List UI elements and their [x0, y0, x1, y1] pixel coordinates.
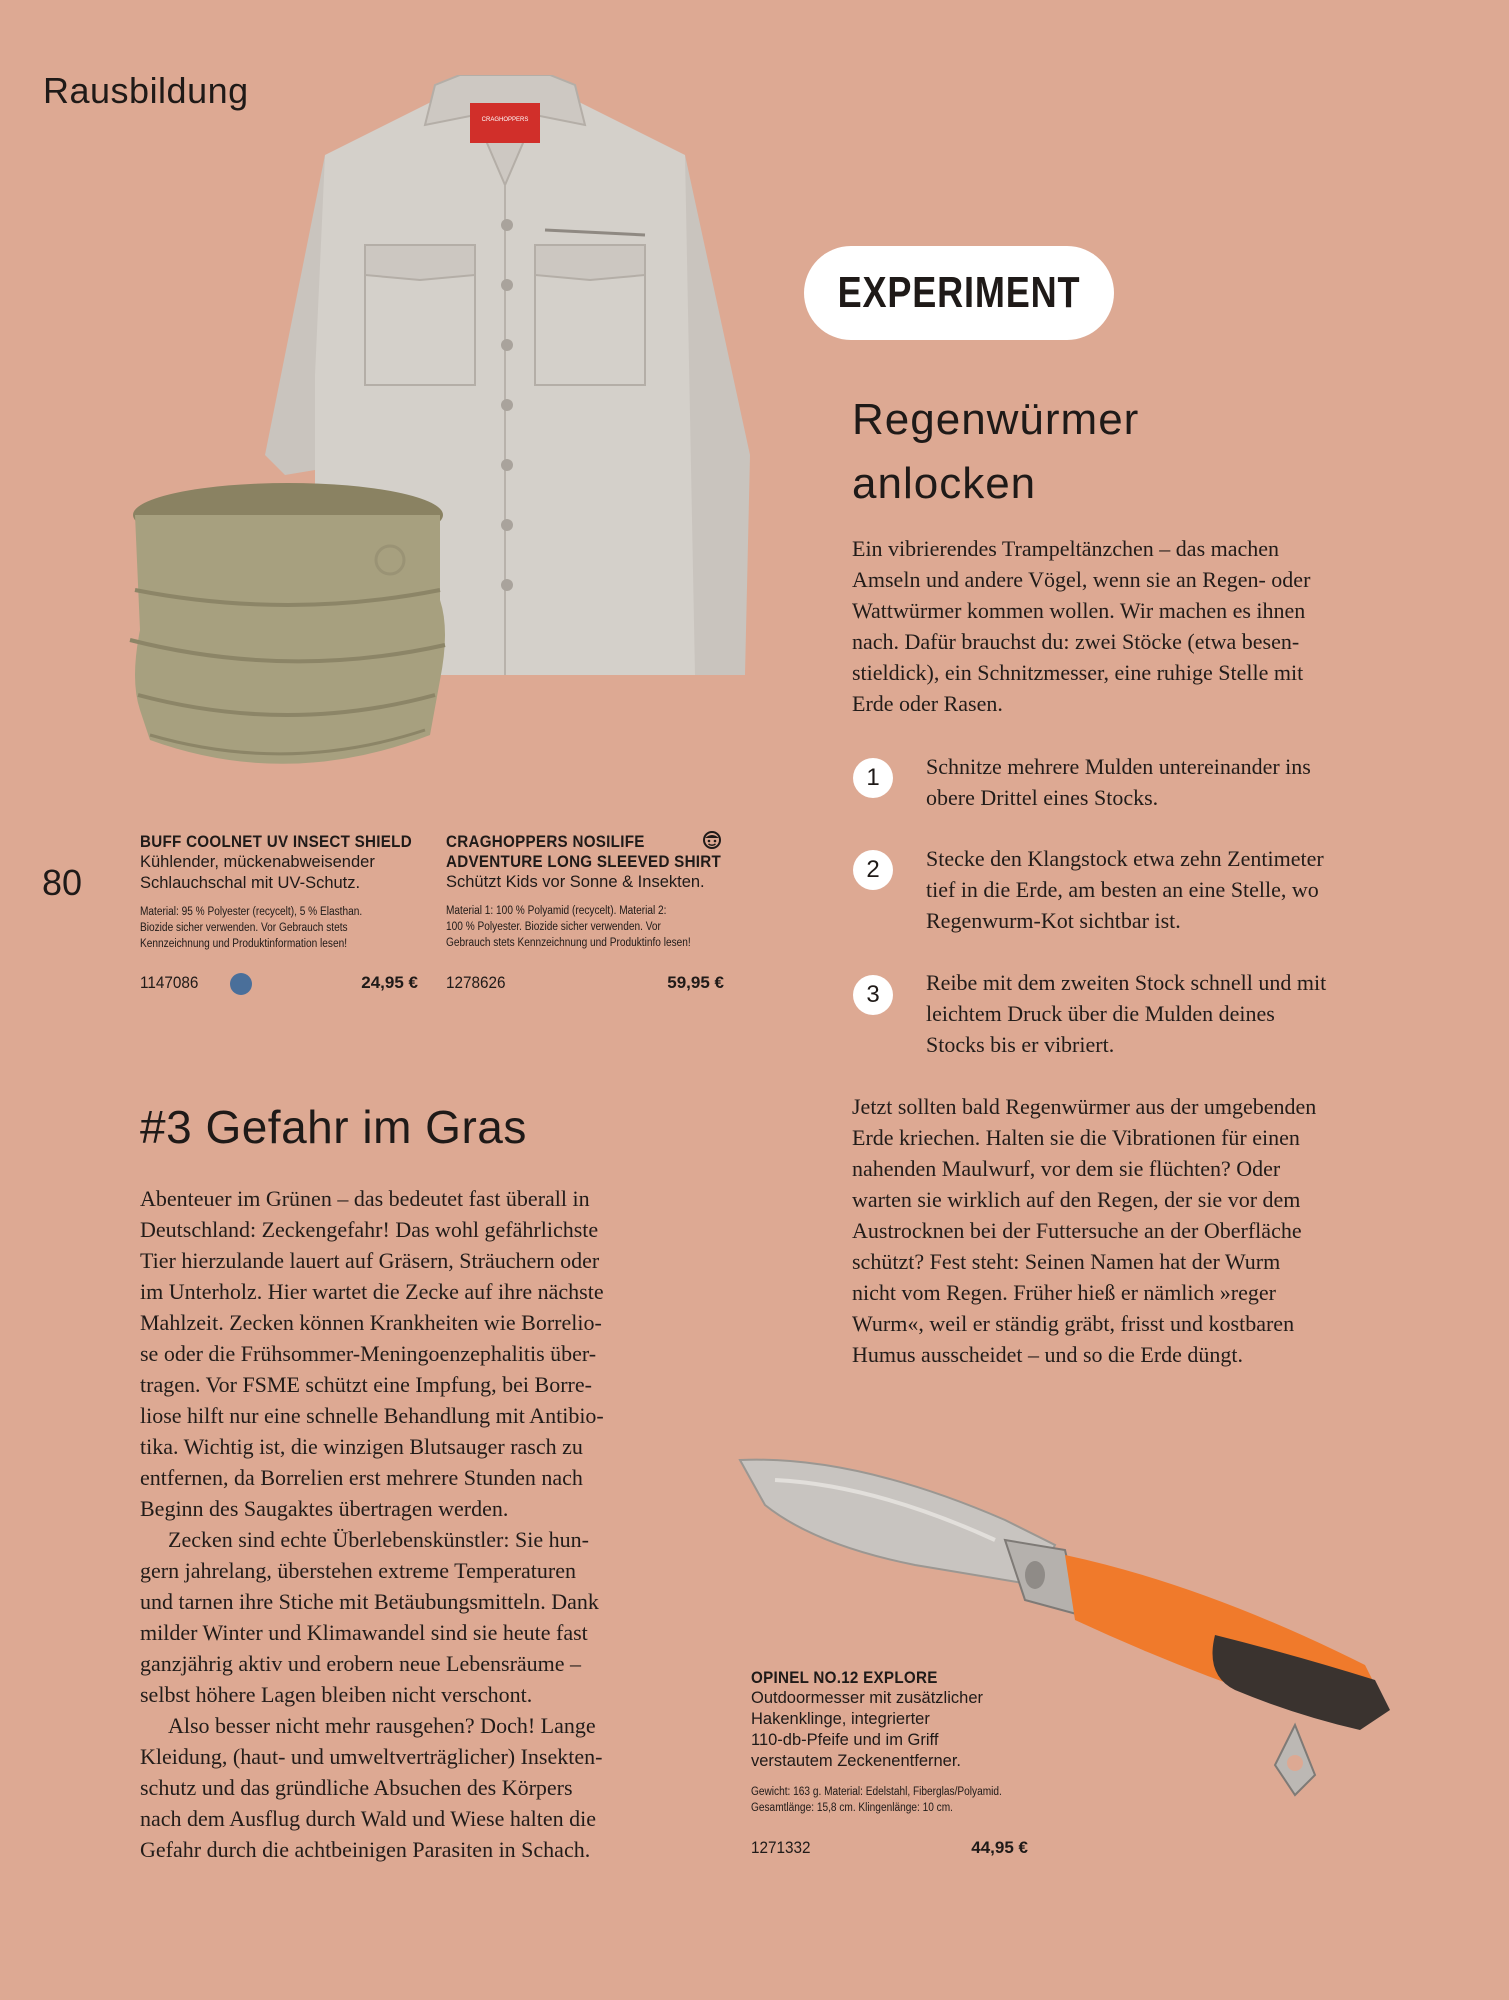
article-body [140, 1183, 626, 1865]
product-desc-line: Hakenklinge, integrierter [751, 1710, 930, 1728]
product-fine-print: Material 1: 100 % Polyamid (recycelt). Material 2: [446, 905, 667, 917]
product-name: OPINEL NO.12 EXPLORE [751, 1669, 938, 1687]
product-price: 24,95 € [361, 973, 418, 992]
product-fine-print: Material: 95 % Polyester (recycelt), 5 % Elasthan. [140, 906, 363, 918]
text-line: Austrocknen bei der Futtersuche an der Oberfläche [852, 1218, 1302, 1243]
text-line: Regenwurm-Kot sichtbar ist. [926, 908, 1181, 933]
product-fine-print: Gebrauch stets Kennzeichnung und Produktinfo lesen! [446, 937, 691, 949]
page-number: 80 [42, 862, 83, 903]
text-line: Wurm«, weil er ständig gräbt, frisst und kostbaren [852, 1311, 1295, 1336]
product-desc-line: Outdoormesser mit zusätzlicher [751, 1689, 983, 1707]
text-line: und tarnen ihre Stiche mit Betäubungsmitteln. Dank [140, 1589, 599, 1614]
product-fine-print: 100 % Polyester. Biozide sicher verwenden. Vor [446, 921, 661, 933]
text-line: Deutschland: Zeckengefahr! Das wohl gefährlichste [140, 1217, 599, 1242]
step-text [926, 843, 1336, 936]
experiment-intro [852, 533, 1334, 719]
product-fine-print: Gewicht: 163 g. Material: Edelstahl, Fiberglas/Polyamid. [751, 1786, 1002, 1798]
neck-gaiter-image [120, 480, 455, 775]
text-line: stieldick), ein Schnitzmesser, eine ruhige Stelle mit [852, 660, 1304, 685]
product-buff [140, 832, 440, 952]
product-fine-print: Gesamtlänge: 15,8 cm. Klingenlänge: 10 cm. [751, 1802, 953, 1814]
text-line: Zecken sind echte Überlebenskünstler: Sie hun- [168, 1527, 589, 1552]
step-text [926, 967, 1336, 1060]
step-number: 1 [853, 758, 893, 798]
text-line: nicht vom Regen. Früher hieß er nämlich »reger [852, 1280, 1276, 1305]
experiment-title-line: Regenwürmer [852, 395, 1140, 444]
experiment-title [852, 388, 1139, 516]
product-number: 1147086 [140, 973, 199, 992]
experiment-outro [852, 1091, 1334, 1370]
product-fine-print: Biozide sicher verwenden. Vor Gebrauch stets [140, 922, 348, 934]
product-name: CRAGHOPPERS NOSILIFE [446, 833, 645, 851]
text-line: liose hilft nur eine schnelle Behandlung mit Antibio- [140, 1403, 604, 1428]
text-line: tief in die Erde, am besten an eine Stelle, wo [926, 877, 1319, 902]
text-line: im Unterholz. Hier wartet die Zecke auf ihre nächste [140, 1279, 604, 1304]
product-fine-print: Kennzeichnung und Produktinformation lesen! [140, 938, 348, 950]
product-price: 44,95 € [971, 1838, 1028, 1857]
text-line: Erde oder Rasen. [852, 691, 1003, 716]
product-name: ADVENTURE LONG SLEEVED SHIRT [446, 853, 722, 871]
product-desc-line: verstautem Zeckenentferner. [751, 1752, 962, 1770]
text-line: Mahlzeit. Zecken können Krankheiten wie Borrelio- [140, 1310, 602, 1335]
text-line: Gefahr durch die achtbeinigen Parasiten in Schach. [140, 1837, 591, 1862]
product-desc-line: Schlauchschal mit UV-Schutz. [140, 874, 361, 892]
text-line: Tier hierzulande lauert auf Gräsern, Sträuchern oder [140, 1248, 600, 1273]
product-desc-line: 110-db-Pfeife und im Griff [751, 1731, 939, 1749]
text-line: Beginn des Saugaktes übertragen werden. [140, 1496, 509, 1521]
article-title: #3 Gefahr im Gras [140, 1101, 527, 1153]
product-shirt [446, 832, 746, 951]
text-line: Stecke den Klangstock etwa zehn Zentimeter [926, 846, 1324, 871]
text-line: nach dem Ausflug durch Wald und Wiese halten die [140, 1806, 596, 1831]
text-line: tika. Wichtig ist, die winzigen Blutsauger rasch zu [140, 1434, 583, 1459]
text-line: se oder die Frühsommer-Meningoenzephalitis über- [140, 1341, 597, 1366]
text-line: schützt? Fest steht: Seinen Namen hat der Wurm [852, 1249, 1281, 1274]
product-price: 59,95 € [667, 973, 724, 992]
step-text [926, 751, 1336, 813]
text-line: Reibe mit dem zweiten Stock schnell und mit [926, 970, 1327, 995]
text-line: leichtem Druck über die Mulden deines [926, 1001, 1275, 1026]
text-line: Erde kriechen. Halten sie die Vibrationen für einen [852, 1125, 1300, 1150]
text-line: selbst höhere Lagen bleiben nicht verschont. [140, 1682, 533, 1707]
text-line: Stocks bis er vibriert. [926, 1032, 1115, 1057]
text-line: nahenden Maulwurf, vor dem sie flüchten? Oder [852, 1156, 1281, 1181]
text-line: Kleidung, (haut- und umweltverträglicher) Insekten- [140, 1744, 603, 1769]
experiment-badge [804, 246, 1114, 340]
text-line: milder Winter und Klimawandel sind sie heute fast [140, 1620, 588, 1645]
product-desc-line: Kühlender, mückenabweisender [140, 853, 375, 871]
text-line: ganzjährig aktiv und erobern neue Lebensräume – [140, 1651, 582, 1676]
step-number: 2 [853, 850, 893, 890]
product-number: 1271332 [751, 1838, 811, 1857]
text-line: Humus ausscheidet – und so die Erde düngt. [852, 1342, 1244, 1367]
text-line: nach. Dafür brauchst du: zwei Stöcke (etwa besen- [852, 629, 1300, 654]
text-line: obere Drittel eines Stocks. [926, 785, 1159, 810]
brand-label [470, 103, 540, 143]
text-line: warten sie wirklich auf den Regen, der sie vor dem [852, 1187, 1301, 1212]
text-line: tragen. Vor FSME schützt eine Impfung, bei Borre- [140, 1372, 592, 1397]
step-number: 3 [853, 975, 893, 1015]
experiment-title-line: anlocken [852, 459, 1037, 508]
svg-text:CRAGHOPPERS: CRAGHOPPERS [481, 117, 529, 123]
product-knife [751, 1668, 1071, 1816]
text-line: Schnitze mehrere Mulden untereinander ins [926, 754, 1311, 779]
section-label: Rausbildung [43, 70, 249, 111]
color-swatch[interactable] [230, 973, 252, 995]
kids-face-icon [702, 830, 722, 850]
text-line: entfernen, da Borrelien erst mehrere Stunden nach [140, 1465, 583, 1490]
text-line: Jetzt sollten bald Regenwürmer aus der umgebenden [852, 1094, 1317, 1119]
text-line: Abenteuer im Grünen – das bedeutet fast überall in [140, 1186, 590, 1211]
text-line: gern jahrelang, überstehen extreme Temperaturen [140, 1558, 577, 1583]
text-line: schutz und das gründliche Absuchen des Körpers [140, 1775, 573, 1800]
text-line: Ein vibrierendes Trampeltänzchen – das machen [852, 536, 1280, 561]
text-line: Also besser nicht mehr rausgehen? Doch! Lange [168, 1713, 596, 1738]
experiment-badge-label: EXPERIMENT [837, 268, 1081, 317]
product-name: BUFF COOLNET UV INSECT SHIELD [140, 833, 412, 851]
text-line: Wattwürmer kommen wollen. Wir machen es ihnen [852, 598, 1306, 623]
text-line: Amseln und andere Vögel, wenn sie an Regen- oder [852, 567, 1311, 592]
product-desc-line: Schützt Kids vor Sonne & Insekten. [446, 873, 705, 891]
product-number: 1278626 [446, 973, 506, 992]
